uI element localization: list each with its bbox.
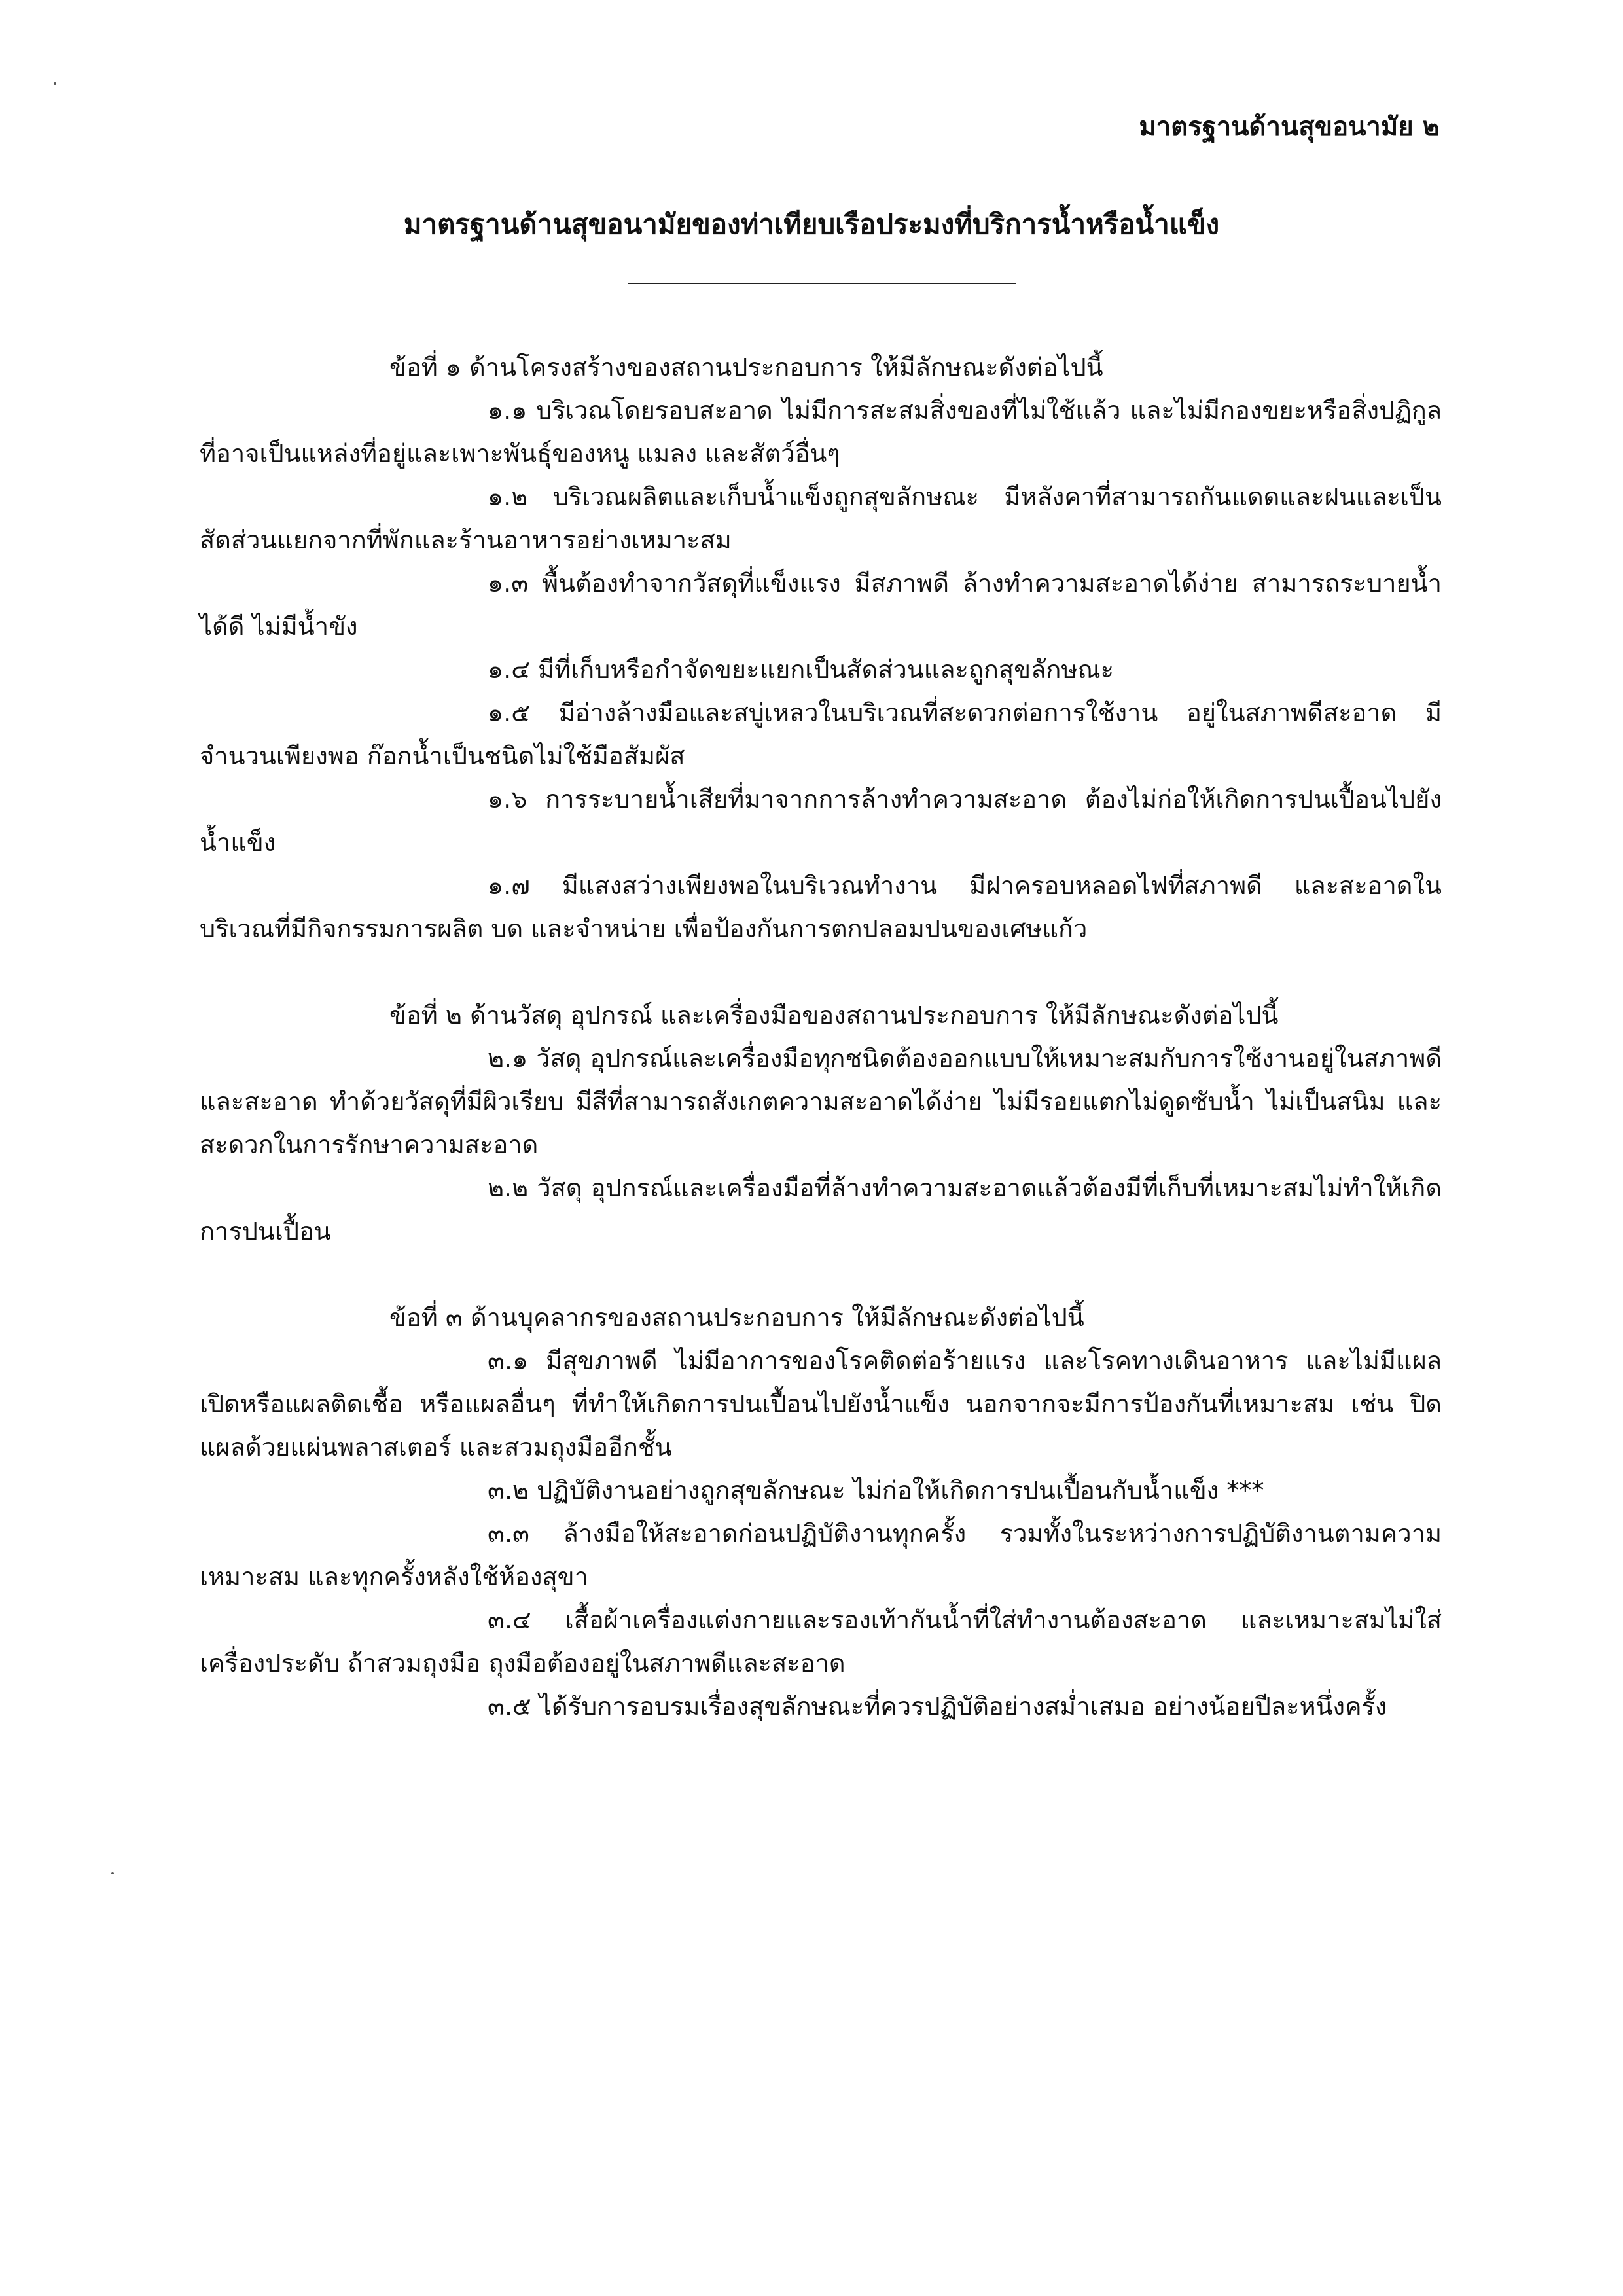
clause-item: ๒.๒ วัสดุ อุปกรณ์และเครื่องมือที่ล้างทำความสะอาดแล้วต้องมีที่เก็บที่เหมาะสมไม่ทำให้เกิดการปนเปื้อน [200,1174,1442,1246]
clause-item: ๑.๕ มีอ่างล้างมือและสบู่เหลวในบริเวณที่สะดวกต่อการใช้งาน อยู่ในสภาพดีสะอาด มีจำนวนเพียงพอ ก๊อกน้ำเป็นชนิดไม่ใช้มือสัมผัส [200,698,1442,770]
clause-item: ๓.๓ ล้างมือให้สะอาดก่อนปฏิบัติงานทุกครั้ง รวมทั้งในระหว่างการปฏิบัติงานตามความเหมาะสม และทุกครั้งหลังใช้ห้องสุขา [200,1519,1442,1591]
section-equipment [200,994,1442,1253]
clause-item: ๑.๒ บริเวณผลิตและเก็บน้ำแข็งถูกสุขลักษณะ มีหลังคาที่สามารถกันแดดและฝนและเป็นสัดส่วนแยกจากที่พักและร้านอาหารอย่างเหมาะสม [200,482,1442,554]
clause-item: ๓.๑ มีสุขภาพดี ไม่มีอาการของโรคติดต่อร้ายแรง และโรคทางเดินอาหาร และไม่มีแผลเปิดหรือแผลติดเชื้อ หรือแผลอื่นๆ ที่ทำให้เกิดการปนเปื้อนไปยังน้ำแข็ง นอกจากจะมีการป้องกันที่เหมาะสม เช่น ปิดแผลด้วยแผ่นพลาสเตอร์ และสวมถุงมืออีกชั้น [200,1346,1442,1462]
clause-item: ๓.๒ ปฏิบัติงานอย่างถูกสุขลักษณะ ไม่ก่อให้เกิดการปนเปื้อนกับน้ำแข็ง *** [488,1476,1264,1505]
section-structure [200,346,1442,950]
scan-speck [111,1872,114,1874]
clause-item: ๑.๔ มีที่เก็บหรือกำจัดขยะแยกเป็นสัดส่วนและถูกสุขลักษณะ [488,655,1115,684]
clause-item: ๑.๓ พื้นต้องทำจากวัสดุที่แข็งแรง มีสภาพดี ล้างทำความสะอาดได้ง่าย สามารถระบายน้ำได้ดี ไม่มีน้ำขัง [200,569,1442,641]
section-personnel [200,1296,1442,1728]
clause-item: ๑.๗ มีแสงสว่างเพียงพอในบริเวณทำงาน มีฝาครอบหลอดไฟที่สภาพดี และสะอาดในบริเวณที่มีกิจกรรมการผลิต บด และจำหน่าย เพื่อป้องกันการตกปลอมปนของเศษแก้ว [200,871,1442,943]
clause-item: ๑.๖ การระบายน้ำเสียที่มาจากการล้างทำความสะอาด ต้องไม่ก่อให้เกิดการปนเปื้อนไปยังน้ำแข็ง [200,785,1442,857]
document-body [200,346,1442,1771]
document-title: มาตรฐานด้านสุขอนามัยของท่าเทียบเรือประมงที่บริการน้ำหรือน้ำแข็ง [403,208,1220,240]
clause-item: ๓.๔ เสื้อผ้าเครื่องแต่งกายและรองเท้ากันน้ำที่ใส่ทำงานต้องสะอาด และเหมาะสมไม่ใส่เครื่องประดับ ถ้าสวมถุงมือ ถุงมือต้องอยู่ในสภาพดีและสะอาด [200,1605,1442,1677]
title-underline [628,283,1016,284]
standard-label: มาตรฐานด้านสุขอนามัย ๒ [1139,112,1440,142]
section-heading: ข้อที่ ๑ ด้านโครงสร้างของสถานประกอบการ ให้มีลักษณะดังต่อไปนี้ [389,353,1103,382]
clause-item: ๒.๑ วัสดุ อุปกรณ์และเครื่องมือทุกชนิดต้องออกแบบให้เหมาะสมกับการใช้งานอยู่ในสภาพดีและสะอาด ทำด้วยวัสดุที่มีผิวเรียบ มีสีที่สามารถสังเกตความสะอาดได้ง่าย ไม่มีรอยแตกไม่ดูดซับน้ำ ไม่เป็นสนิม และสะดวกในการรักษาความสะอาด [200,1044,1442,1159]
clause-item: ๓.๕ ได้รับการอบรมเรื่องสุขลักษณะที่ควรปฏิบัติอย่างสม่ำเสมอ อย่างน้อยปีละหนึ่งครั้ง [488,1692,1387,1721]
section-heading: ข้อที่ ๒ ด้านวัสดุ อุปกรณ์ และเครื่องมือของสถานประกอบการ ให้มีลักษณะดังต่อไปนี้ [389,1001,1279,1030]
section-heading: ข้อที่ ๓ ด้านบุคลากรของสถานประกอบการ ให้มีลักษณะดังต่อไปนี้ [389,1303,1084,1332]
clause-item: ๑.๑ บริเวณโดยรอบสะอาด ไม่มีการสะสมสิ่งของที่ไม่ใช้แล้ว และไม่มีกองขยะหรือสิ่งปฏิกูลที่อาจเป็นแหล่งที่อยู่และเพาะพันธุ์ของหนู แมลง และสัตว์อื่นๆ [200,396,1442,468]
scan-speck [54,82,56,85]
